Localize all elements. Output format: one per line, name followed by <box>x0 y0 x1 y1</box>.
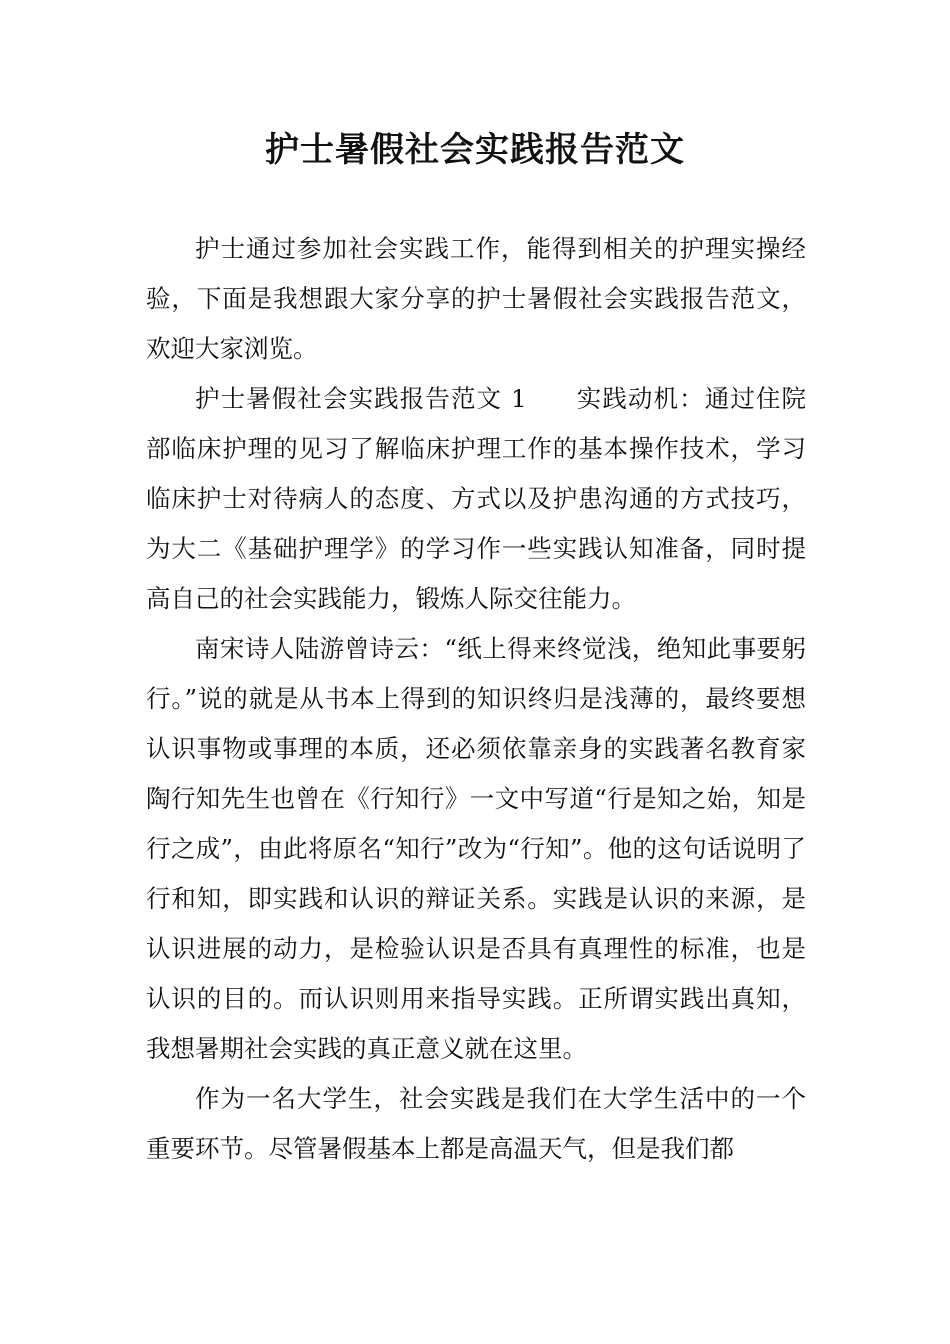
paragraph-student: 作为一名大学生，社会实践是我们在大学生活中的一个重要环节。尽管暑假基本上都是高温天气，但是我们都 <box>146 1084 806 1163</box>
paragraph-section-1 <box>146 374 806 624</box>
paragraph-quote: 南宋诗人陆游曾诗云：“纸上得来终觉浅，绝知此事要躬行。”说的就是从书本上得到的知识终归是浅薄的，最终要想认识事物或事理的本质，还必须依靠亲身的实践著名教育家陶行知先生也曾在《行知行》一文中写道“行是知之始，知是行之成”，由此将原名“知行”改为“行知”。他的这句话说明了行和知，即实践和认识的辩证关系。实践是认识的来源，是认识进展的动力，是检验认识是否具有真理性的标准，也是认识的目的。而认识则用来指导实践。正所谓实践出真知，我想暑期社会实践的真正意义就在这里。 <box>146 634 806 1063</box>
document-title: 护士暑假社会实践报告范文 <box>265 130 685 170</box>
document-body <box>146 224 806 1174</box>
section-heading: 护士暑假社会实践报告范文 1 <box>195 384 527 413</box>
paragraph-intro: 护士通过参加社会实践工作，能得到相关的护理实操经验，下面是我想跟大家分享的护士暑假社会实践报告范文，欢迎大家浏览。 <box>146 234 806 363</box>
section-text: 实践动机：通过住院部临床护理的见习了解临床护理工作的基本操作技术，学习临床护士对待病人的态度、方式以及护患沟通的方式技巧，为大二《基础护理学》的学习作一些实践认知准备，同时提高自己的社会实践能力，锻炼人际交往能力。 <box>146 384 807 613</box>
